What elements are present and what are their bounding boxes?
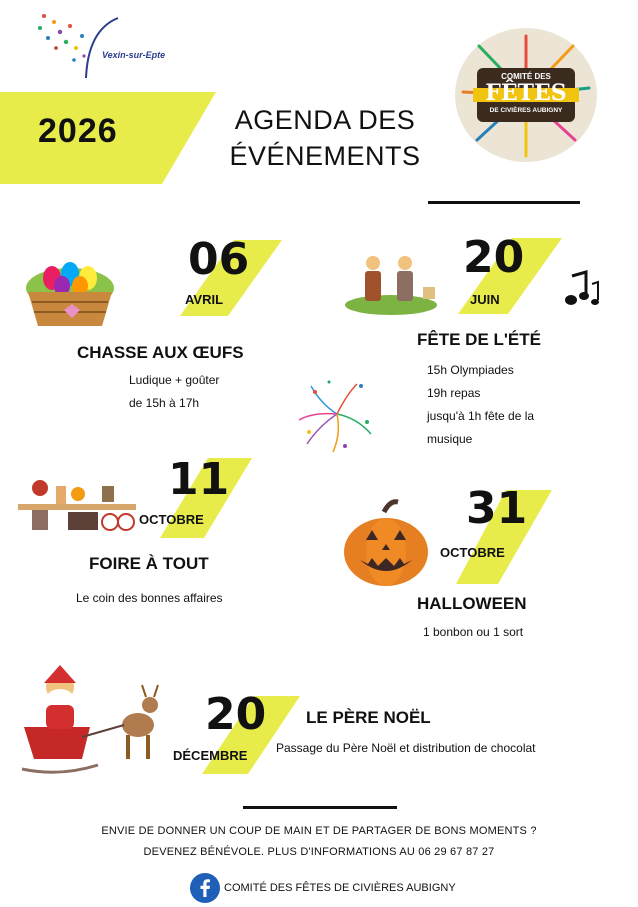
santa-sleigh-icon — [20, 665, 162, 777]
title-line-2: ÉVÉNEMENTS — [229, 141, 421, 171]
event-3-detail: Le coin des bonnes affaires — [76, 591, 223, 605]
event-1-details — [129, 369, 219, 415]
vexin-logo — [30, 8, 180, 88]
event-5-detail: Passage du Père Noël et distribution de chocolat — [276, 741, 536, 755]
flea-market-icon — [18, 476, 136, 534]
event-3-title: FOIRE À TOUT — [89, 554, 209, 573]
event-5-title: LE PÈRE NOËL — [306, 708, 431, 727]
badge-line-2: FÊTES — [485, 80, 567, 106]
header-divider — [428, 201, 580, 204]
confetti-icon — [295, 372, 379, 456]
event-2-detail: jusqu'à 1h fête de la — [427, 409, 535, 423]
event-2-title: FÊTE DE L'ÉTÉ — [417, 330, 541, 349]
event-4-day: 31 — [466, 483, 528, 534]
event-4-month: OCTOBRE — [440, 545, 505, 560]
footer-divider — [243, 806, 397, 809]
event-3-day: 11 — [168, 454, 230, 505]
event-4-title: HALLOWEEN — [417, 594, 527, 613]
logo-text: Vexin-sur-Epte — [102, 50, 166, 60]
event-1-detail: Ludique + goûter — [129, 373, 220, 387]
event-1-detail: de 15h à 17h — [129, 396, 200, 410]
footer-line-1: ENVIE DE DONNER UN COUP DE MAIN ET DE PARTAGER DE BONS MOMENTS ? — [101, 825, 537, 837]
facebook-link[interactable] — [190, 873, 456, 903]
event-5-day: 20 — [205, 689, 267, 740]
year: 2026 — [38, 112, 118, 150]
pumpkin-icon — [342, 498, 430, 588]
event-2-day: 20 — [463, 232, 525, 283]
event-5-month: DÉCEMBRE — [173, 748, 248, 763]
facebook-icon[interactable] — [190, 873, 220, 903]
event-4-detail: 1 bonbon ou 1 sort — [423, 625, 524, 639]
event-5-details — [276, 737, 536, 760]
sack-race-icon — [345, 245, 437, 315]
event-2-month: JUIN — [470, 292, 500, 307]
easter-basket-icon — [14, 238, 132, 330]
badge-line-3: DE CIVIÈRES AUBIGNY — [489, 107, 563, 114]
comite-badge — [455, 28, 597, 162]
event-2-detail: musique — [427, 432, 473, 446]
event-2-details — [427, 359, 534, 451]
event-3-month: OCTOBRE — [139, 512, 204, 527]
event-3-details — [76, 587, 223, 610]
footer-line-2: DEVENEZ BÉNÉVOLE. PLUS D'INFORMATIONS AU 06 29 67 87 27 — [143, 846, 495, 858]
title-line-1: AGENDA DES — [234, 105, 416, 135]
page-title — [195, 102, 455, 174]
music-notes-icon — [562, 270, 602, 310]
badge-line-1: COMITÉ DES — [501, 72, 551, 81]
confetti-logo-icon — [30, 8, 180, 88]
event-1-title: CHASSE AUX ŒUFS — [77, 343, 244, 362]
event-4-details — [423, 621, 523, 644]
event-2-detail: 19h repas — [427, 386, 481, 400]
event-1-day: 06 — [188, 234, 250, 285]
event-1-month: AVRIL — [185, 292, 224, 307]
facebook-label[interactable]: COMITÉ DES FÊTES DE CIVIÈRES AUBIGNY — [224, 882, 456, 894]
event-2-detail: 15h Olympiades — [427, 363, 514, 377]
